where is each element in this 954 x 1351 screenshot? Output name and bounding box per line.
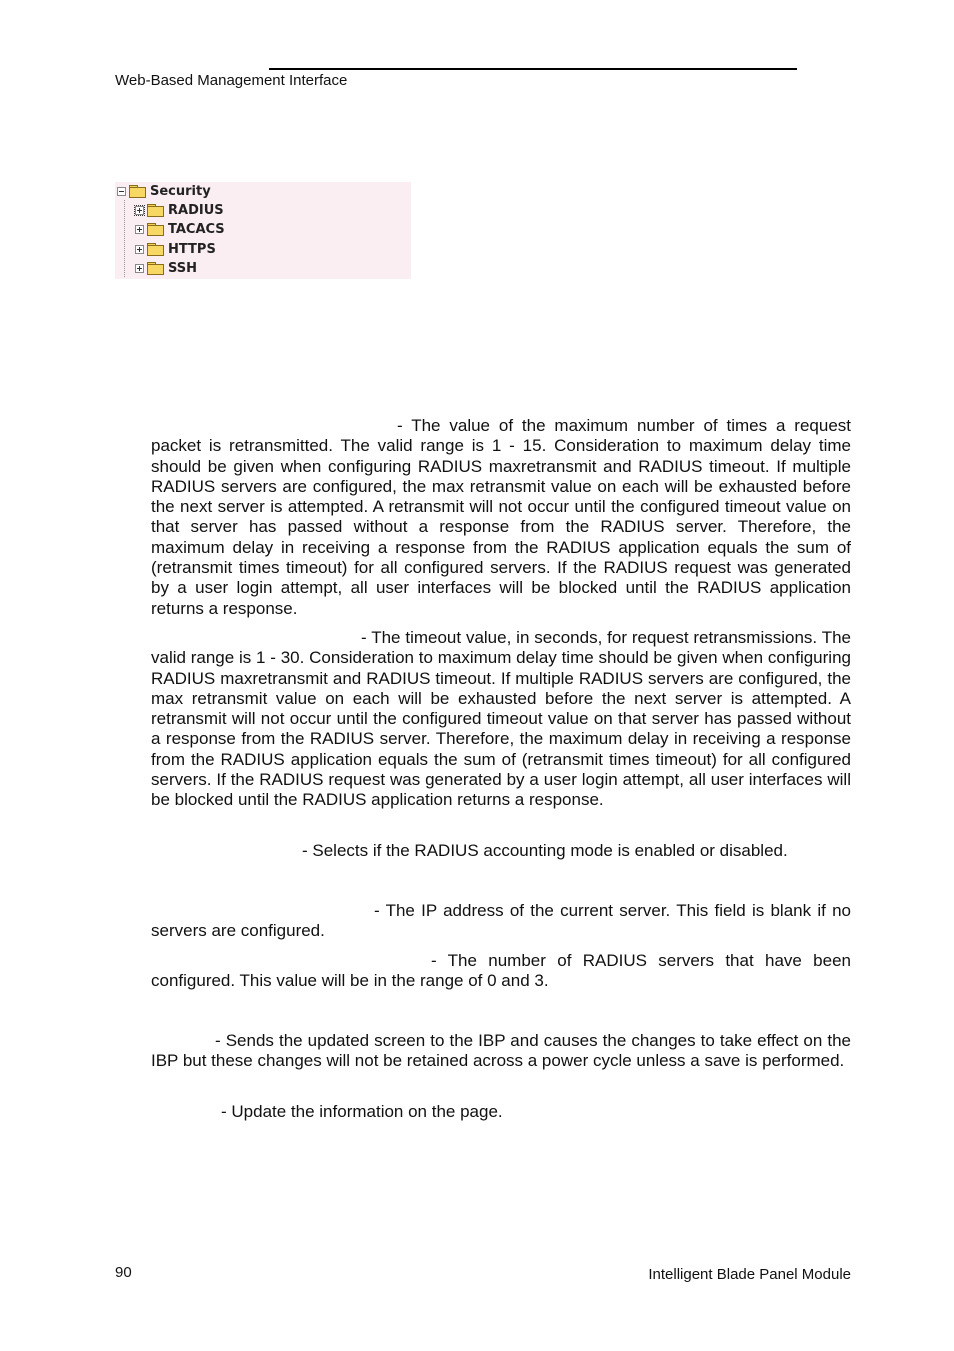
max-retransmit-description: - The value of the maximum number of times a request packet is retransmitted. The valid range is 1 - 15. Consideration to maximum delay time should be given when configuring RADIUS maxretransmit and RADIUS timeout. If multiple RADIUS servers are configured, the max retransmit value on each will be exhausted before the next server is attempted. A retransmit will not occur until the configured timeout value on that server has passed without a response from the RADIUS server. Therefore, the maximum delay in receiving a response from the RADIUS application equals the sum of (retransmit times timeout) for all configured servers. If the RADIUS request was generated by a user login attempt, all user interfaces will be blocked until the RADIUS application returns a response.	[151, 416, 851, 618]
expand-icon[interactable]	[135, 225, 144, 234]
tree-node-label: TACACS	[168, 221, 225, 237]
collapse-icon[interactable]	[117, 187, 126, 196]
timeout-description: - The timeout value, in seconds, for request retransmissions. The valid range is 1 - 30. Consideration to maximum delay time should be given when configuring RADIUS maxretransmit and RADIUS timeout. If multiple RADIUS servers are configured, the max retransmit value on each will be exhausted before the next server is attempted. A retransmit will not occur until the configured timeout value on that server has passed without a response from the RADIUS server. Therefore, the maximum delay in receiving a response from the RADIUS application equals the sum of (retransmit times timeout) for all configured servers. If the RADIUS request was generated by a user login attempt, all user interfaces will be blocked until the RADIUS application returns a response.	[151, 628, 851, 810]
tree-node-label: SSH	[168, 260, 198, 276]
tree-connector	[124, 200, 125, 278]
header-rule	[269, 68, 797, 70]
folder-icon	[147, 243, 164, 255]
server-count-description: - The number of RADIUS servers that have been configured. This value will be in the range of 0 and 3.	[151, 951, 851, 991]
expand-icon[interactable]	[135, 264, 144, 273]
tree-node-label: Security	[150, 183, 211, 199]
tree-node-label: RADIUS	[168, 202, 224, 218]
submit-description: - Sends the updated screen to the IBP and causes the changes to take effect on the IBP but these changes will not be retained across a power cycle unless a save is performed.	[151, 1031, 851, 1071]
expand-icon[interactable]	[135, 245, 144, 254]
tree-node-label: HTTPS	[168, 241, 216, 257]
page-number: 90	[115, 1264, 132, 1281]
folder-icon	[147, 204, 164, 216]
tree-node-tacacs[interactable]	[135, 220, 225, 238]
folder-icon	[147, 223, 164, 235]
tree-node-ssh[interactable]	[135, 259, 197, 277]
header-title: Web-Based Management Interface	[115, 72, 348, 89]
folder-open-icon	[129, 185, 146, 197]
folder-icon	[147, 262, 164, 274]
footer-product-name: Intelligent Blade Panel Module	[648, 1266, 851, 1283]
expand-icon[interactable]	[135, 206, 144, 215]
tree-node-radius[interactable]	[135, 201, 224, 219]
accounting-mode-description: - Selects if the RADIUS accounting mode is enabled or disabled.	[302, 841, 788, 860]
current-server-description: - The IP address of the current server. This field is blank if no servers are configured.	[151, 901, 851, 941]
tree-node-https[interactable]	[135, 240, 216, 258]
navigation-tree	[115, 182, 411, 279]
refresh-description: - Update the information on the page.	[221, 1102, 503, 1121]
tree-node-security[interactable]	[117, 182, 211, 200]
